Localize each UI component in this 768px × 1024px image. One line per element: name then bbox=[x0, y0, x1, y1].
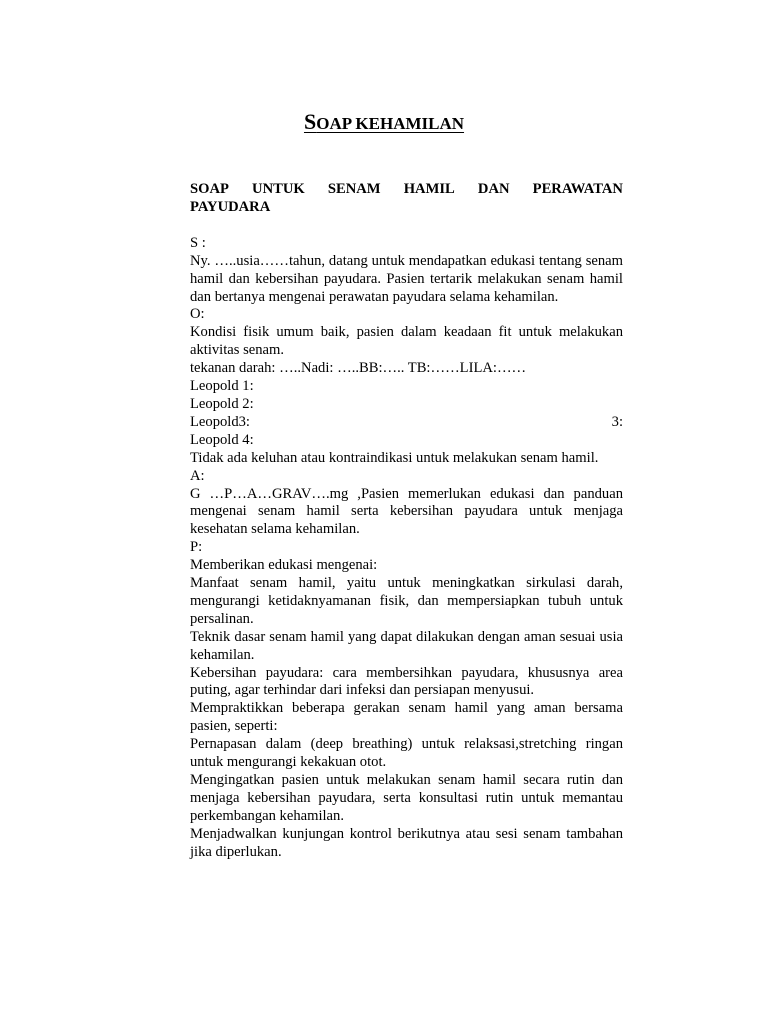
leopold-3: Leopold3: bbox=[190, 413, 250, 430]
p-item: Teknik dasar senam hamil yang dapat dilakukan dengan aman sesuai usia kehamilan. bbox=[190, 628, 623, 663]
leopold-3-row bbox=[190, 414, 623, 432]
subtitle-word: PERAWATAN bbox=[532, 181, 623, 197]
s-label: S : bbox=[190, 234, 206, 251]
p-item: Manfaat senam hamil, yaitu untuk meningkatkan sirkulasi darah, mengurangi ketidaknyamanan fisik, dan mempersiapkan tubuh untuk persalinan. bbox=[190, 575, 623, 627]
a-text: G …P…A…GRAV….mg ,Pasien memerlukan edukasi dan panduan mengenai senam hamil serta kebersihan payudara untuk menjaga kesehatan selama kehamilan. bbox=[190, 485, 623, 538]
subtitle-word: SENAM bbox=[327, 181, 381, 197]
p-item: Mengingatkan pasien untuk melakukan senam hamil secara rutin dan menjaga kebersihan payudara, serta konsultasi rutin untuk memantau perkembangan kehamilan. bbox=[190, 772, 623, 824]
p-item: Mempraktikkan beberapa gerakan senam hamil yang aman bersama pasien, seperti: bbox=[190, 700, 623, 735]
title-underlined bbox=[303, 109, 465, 134]
o-label: O: bbox=[190, 306, 205, 323]
s-text: Ny. …..usia……tahun, datang untuk mendapatkan edukasi tentang senam hamil dan kebersihan payudara. Pasien tertarik melakukan senam hamil dan bertanya mengenai perawatan payudara selama kehamilan. bbox=[190, 252, 623, 305]
p-intro: Memberikan edukasi mengenai: bbox=[190, 557, 378, 574]
leopold-4: Leopold 4: bbox=[190, 431, 254, 448]
a-label: A: bbox=[190, 467, 205, 484]
leopold-1: Leopold 1: bbox=[190, 378, 254, 395]
subtitle-line-2: PAYUDARA bbox=[190, 198, 271, 215]
leopold-3-right: 3: bbox=[611, 413, 623, 430]
p-item: Menjadwalkan kunjungan kontrol berikutnya atau sesi senam tambahan jika diperlukan. bbox=[190, 825, 623, 860]
vitals-line: tekanan darah: …..Nadi: …..BB:….. TB:……LILA:…… bbox=[190, 360, 527, 377]
leopold-2: Leopold 2: bbox=[190, 395, 254, 412]
document-title bbox=[0, 110, 768, 136]
p-item: Pernapasan dalam (deep breathing) untuk relaksasi,stretching ringan untuk mengurangi kekakuan otot. bbox=[190, 736, 623, 771]
subtitle-line-1 bbox=[190, 181, 623, 199]
spacer bbox=[190, 217, 623, 235]
subtitle-word: DAN bbox=[477, 181, 510, 197]
title-first-letter: S bbox=[303, 109, 317, 134]
p-label: P: bbox=[190, 539, 203, 556]
p-item: Kebersihan payudara: cara membersihkan payudara, khususnya area puting, agar terhindar dari infeksi dan persiapan menyusui. bbox=[190, 664, 623, 699]
o-text: Kondisi fisik umum baik, pasien dalam keadaan fit untuk melakukan aktivitas senam. bbox=[190, 324, 623, 359]
document-body bbox=[190, 181, 623, 862]
subtitle-word: HAMIL bbox=[403, 181, 455, 197]
title-rest: OAP KEHAMILAN bbox=[316, 114, 465, 133]
section-subtitle bbox=[190, 181, 623, 217]
no-complaint-text: Tidak ada keluhan atau kontraindikasi untuk melakukan senam hamil. bbox=[190, 449, 599, 466]
subtitle-word: SOAP bbox=[190, 181, 229, 197]
subtitle-word: UNTUK bbox=[252, 181, 305, 197]
